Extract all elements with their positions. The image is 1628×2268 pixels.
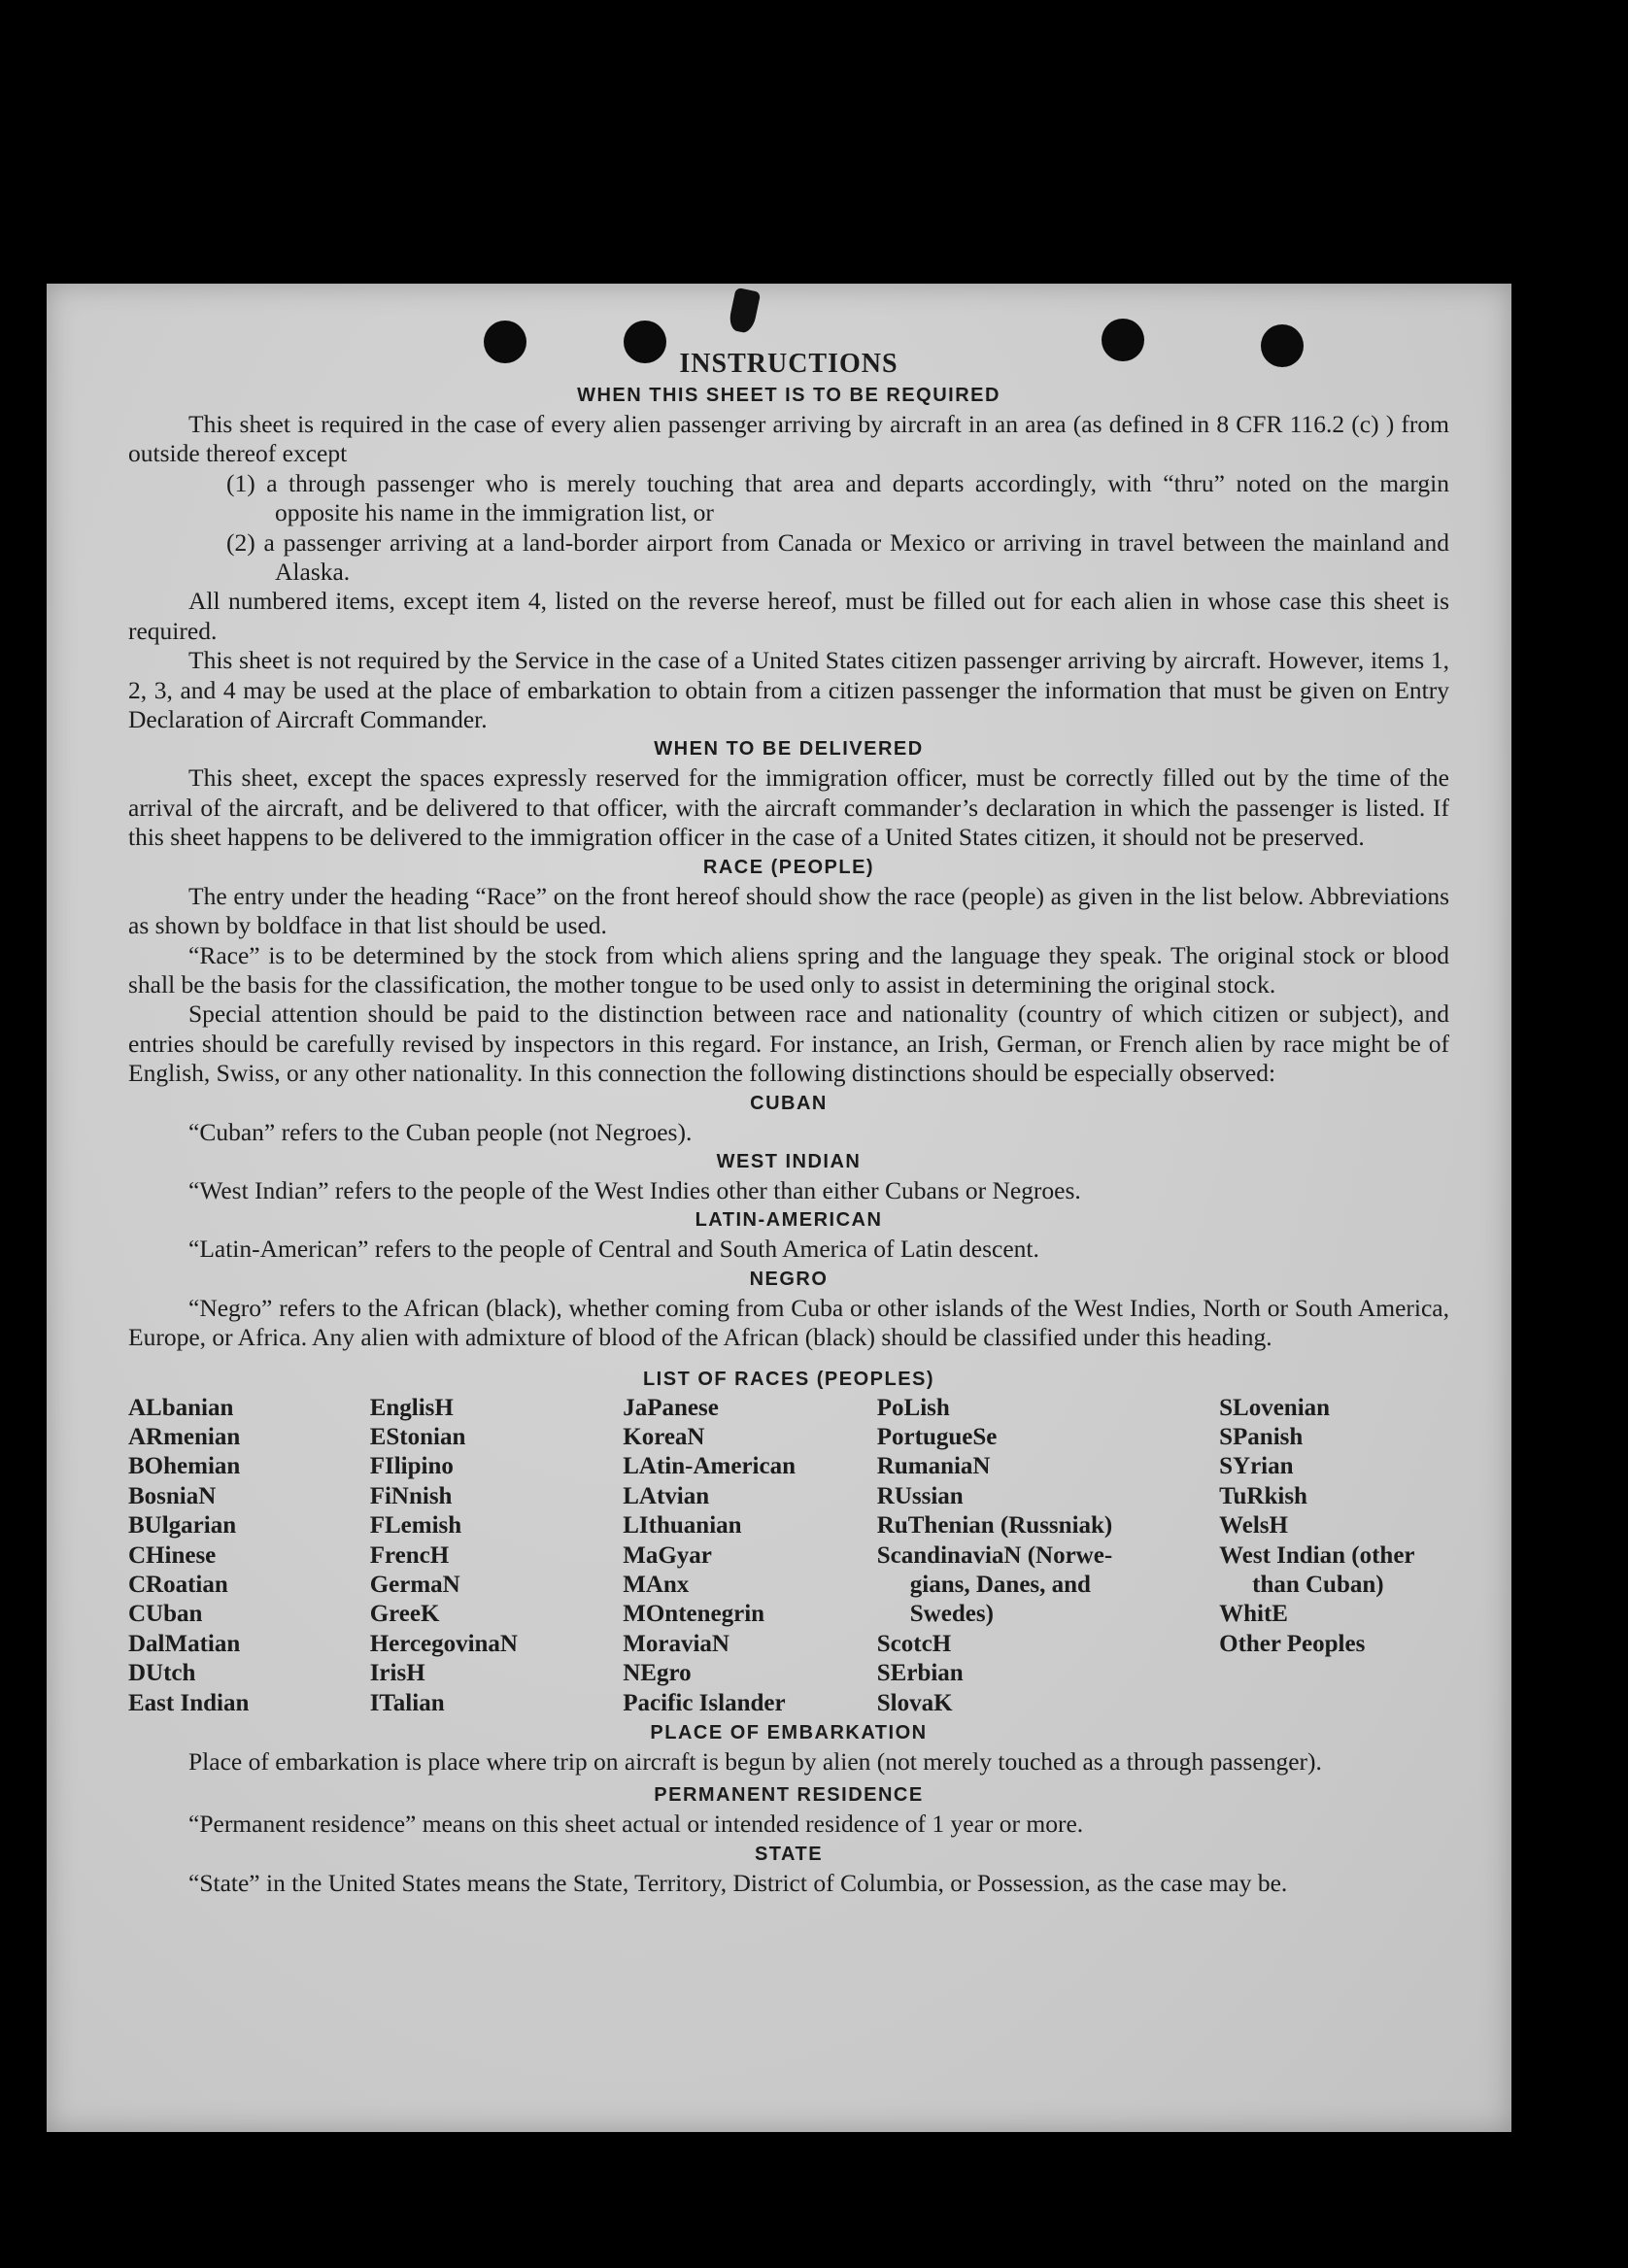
race-entry: MOntenegrin (623, 1601, 765, 1628)
race-entry: PortugueSe (876, 1423, 998, 1450)
section-heading: WHEN THIS SHEET IS TO BE REQUIRED (577, 385, 1001, 406)
section-heading: NEGRO (749, 1268, 829, 1290)
race-entry: West Indian (other (1219, 1541, 1415, 1569)
race-entry: Swedes) (909, 1601, 994, 1628)
race-entry: Other Peoples (1219, 1630, 1366, 1657)
paragraph: This sheet is required in the case of every alien passenger arriving by aircraft in an area (as defined in 8 CFR 116.2 (c) ) from outside thereof except (128, 410, 1449, 468)
race-entry: SPanish (1219, 1423, 1304, 1450)
section-heading: STATE (754, 1843, 824, 1865)
torn-mark (728, 288, 762, 334)
race-entry: EnglisH (369, 1394, 454, 1421)
race-entry: than Cuban) (1252, 1572, 1384, 1598)
section-heading: PLACE OF EMBARKATION (650, 1722, 928, 1744)
race-entry: ARmenian (128, 1423, 241, 1450)
race-entry: gians, Danes, and (909, 1572, 1091, 1598)
race-entry: WhitE (1219, 1601, 1288, 1628)
race-entry: BosniaN (128, 1482, 217, 1509)
race-entry: MAnx (623, 1572, 690, 1598)
list-item: (1) a through passenger who is merely touching that area and departs accordingly, with “thru” noted on the margin opposite his name in the immigration list, or (226, 468, 1449, 527)
race-entry: BOhemian (128, 1453, 241, 1480)
race-entry: ALbanian (128, 1394, 234, 1421)
races-column-1 (128, 1394, 370, 1718)
races-column-5 (1219, 1394, 1449, 1718)
race-entry: RuThenian (Russniak) (876, 1512, 1113, 1540)
paragraph: “Negro” refers to the African (black), whether coming from Cuba or other islands of the West Indies, North or South America, Europe, or Africa. Any alien with admixture of blood of the African (black) should be classified under this heading. (128, 1293, 1449, 1352)
paragraph: “West Indian” refers to the people of the West Indies other than either Cubans or Negroes. (188, 1175, 1081, 1204)
paragraph: Special attention should be paid to the distinction between race and nationality (country of which citizen or subject), and entries should be carefully revised by inspectors in this regard. For instance, an Irish, German, or French alien by race might be of English, Swiss, or any other nationality. In this connection the following distinctions should be especially observed: (128, 999, 1449, 1088)
races-column-4 (877, 1394, 1219, 1718)
race-entry: ScandinaviaN (Norwe- (876, 1541, 1113, 1569)
race-entry: ITalian (369, 1689, 445, 1716)
race-entry: TuRkish (1219, 1482, 1307, 1509)
section-heading: WEST INDIAN (716, 1150, 862, 1172)
race-entry: NEgro (623, 1660, 692, 1687)
race-entry: MaGyar (623, 1541, 712, 1569)
page-title: INSTRUCTIONS (679, 349, 899, 379)
paragraph: This sheet, except the spaces expressly reserved for the immigration officer, must be correctly filled out by the time of the arrival of the aircraft, and be delivered to that officer, with the aircraft commander’s declaration in which the passenger is listed. If this sheet happens to be delivered to the immigration officer in the case of a United States citizen, it should not be preserved. (128, 763, 1449, 852)
race-entry: SErbian (876, 1660, 964, 1687)
paragraph: The entry under the heading “Race” on the front hereof should show the race (people) as given in the list below. Abbreviations as shown by boldface in that list should be used. (128, 881, 1449, 940)
race-entry: SLovenian (1219, 1394, 1331, 1421)
race-entry: East Indian (128, 1689, 250, 1716)
race-entry: GreeK (369, 1601, 440, 1628)
race-entry: DUtch (128, 1660, 196, 1687)
race-entry: DalMatian (128, 1630, 241, 1657)
race-entry: EStonian (369, 1423, 466, 1450)
section-heading: CUBAN (750, 1092, 828, 1114)
race-entry: RUssian (876, 1482, 964, 1509)
race-entry: CHinese (128, 1541, 217, 1569)
race-entry: MoraviaN (623, 1630, 729, 1657)
race-entry: RumaniaN (876, 1453, 991, 1480)
section-heading: LATIN-AMERICAN (695, 1209, 883, 1232)
race-entry: FrencH (369, 1541, 450, 1569)
section-heading: WHEN TO BE DELIVERED (654, 738, 924, 761)
paragraph: “State” in the United States means the State, Territory, District of Columbia, or Possession, as the case may be. (188, 1868, 1288, 1897)
race-entry: Pacific Islander (623, 1689, 786, 1716)
race-entry: BUlgarian (128, 1512, 237, 1540)
race-entry: CUban (128, 1601, 203, 1628)
races-list (128, 1394, 1449, 1718)
paragraph: “Latin-American” refers to the people of Central and South America of Latin descent. (188, 1235, 1039, 1264)
races-column-2 (370, 1394, 624, 1718)
race-entry: SlovaK (876, 1689, 953, 1716)
race-entry: PoLish (876, 1394, 950, 1421)
paragraph: Place of embarkation is place where trip on aircraft is begun by alien (not merely touched as a through passenger). (188, 1747, 1322, 1777)
paragraph: This sheet is not required by the Service in the case of a United States citizen passenger arriving by aircraft. However, items 1, 2, 3, and 4 may be used at the place of embarkation to obtain from a citizen passenger the information that must be given on Entry Declaration of Aircraft Commander. (128, 646, 1449, 734)
document-sheet (47, 284, 1511, 2132)
race-entry: LAtin-American (623, 1453, 796, 1480)
paragraph: “Permanent residence” means on this sheet actual or intended residence of 1 year or more. (188, 1810, 1084, 1839)
paragraph: “Cuban” refers to the Cuban people (not Negroes). (188, 1117, 693, 1146)
race-entry: LAtvian (623, 1482, 710, 1509)
race-entry: GermaN (369, 1572, 460, 1598)
paragraph: All numbered items, except item 4, listed on the reverse hereof, must be filled out for each alien in whose case this sheet is required. (128, 587, 1449, 645)
section-heading: LIST OF RACES (PEOPLES) (642, 1368, 935, 1390)
race-entry: LIthuanian (623, 1512, 742, 1540)
race-entry: IrisH (369, 1660, 425, 1687)
race-entry: FiNnish (369, 1482, 453, 1509)
race-entry: FIlipino (369, 1453, 454, 1480)
races-column-3 (623, 1394, 877, 1718)
race-entry: KoreaN (623, 1423, 705, 1450)
race-entry: FLemish (369, 1512, 462, 1540)
list-item: (2) a passenger arriving at a land-border airport from Canada or Mexico or arriving in travel between the mainland and Alaska. (226, 527, 1449, 587)
race-entry: HercegovinaN (369, 1630, 518, 1657)
race-entry: ScotcH (876, 1630, 952, 1657)
section-heading: RACE (PEOPLE) (702, 856, 875, 878)
instructions-content (128, 348, 1449, 1898)
race-entry: WelsH (1219, 1512, 1288, 1540)
paragraph: “Race” is to be determined by the stock from which aliens spring and the language they speak. The original stock or blood shall be the basis for the classification, the mother tongue to be used only to assist in determining the original stock. (128, 940, 1449, 999)
race-entry: SYrian (1219, 1453, 1294, 1480)
race-entry: JaPanese (623, 1394, 719, 1421)
section-heading: PERMANENT RESIDENCE (654, 1784, 924, 1807)
race-entry: CRoatian (128, 1572, 228, 1598)
